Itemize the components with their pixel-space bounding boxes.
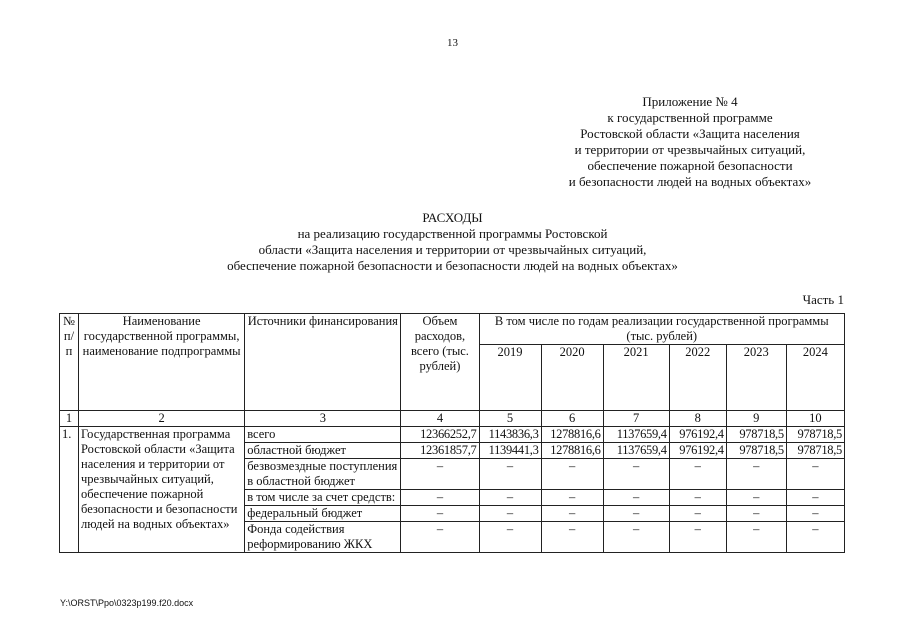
header-total: Объем расходов, всего (тыс. рублей) [401,314,479,411]
appendix-line: Приложение № 4 [642,94,738,109]
expenses-table [59,313,845,553]
title-line: области «Защита населения и территории от чрезвычайных ситуаций, [258,242,647,257]
appendix-block [520,94,860,190]
title-line: обеспечение пожарной безопасности и безопасности людей на водных объектах» [227,258,678,273]
col-number: 10 [786,411,844,427]
header-name: Наименование государственной программы, наименование подпрограммы [79,314,245,411]
value-cell: – [541,522,603,553]
value-cell: – [786,522,844,553]
header-source: Источники финансирования [245,314,401,411]
value-cell: – [726,506,786,522]
col-number: 9 [726,411,786,427]
col-number: 4 [401,411,479,427]
document-title [0,210,905,274]
value-cell: – [669,522,726,553]
source-cell: в том числе за счет средств: [245,490,401,506]
value-cell: – [541,459,603,490]
value-cell: – [479,506,541,522]
value-cell: – [669,459,726,490]
col-number: 6 [541,411,603,427]
value-cell: – [786,490,844,506]
header-year: 2023 [726,345,786,411]
appendix-line: к государственной программе [607,110,773,125]
appendix-line: и безопасности людей на водных объектах» [568,174,812,189]
col-number: 7 [603,411,669,427]
value-cell: – [726,459,786,490]
value-cell: 1143836,3 [479,427,541,443]
header-year: 2022 [669,345,726,411]
title-heading: РАСХОДЫ [422,210,483,225]
value-cell: – [479,459,541,490]
col-number: 1 [60,411,79,427]
table-row [60,427,845,443]
value-cell: – [786,506,844,522]
value-cell: – [479,522,541,553]
appendix-line: обеспечение пожарной безопасности [587,158,793,173]
value-cell: 1137659,4 [603,427,669,443]
page-number: 13 [447,37,458,49]
value-cell: 1278816,6 [541,443,603,459]
title-line: на реализацию государственной программы Ростовской [297,226,608,241]
value-cell: – [479,490,541,506]
source-cell: всего [245,427,401,443]
value-cell: – [726,522,786,553]
col-number: 5 [479,411,541,427]
header-years-group: В том числе по годам реализации государственной программы (тыс. рублей) [479,314,845,345]
program-number: 1. [60,427,79,553]
value-cell: 1137659,4 [603,443,669,459]
header-year: 2021 [603,345,669,411]
value-cell: – [726,490,786,506]
appendix-line: Ростовской области «Защита населения [580,126,800,141]
column-number-row [60,411,845,427]
header-row [60,314,845,345]
header-no: № п/п [60,314,79,411]
value-cell: 12361857,7 [401,443,479,459]
header-year: 2020 [541,345,603,411]
col-number: 8 [669,411,726,427]
value-cell: – [401,506,479,522]
source-cell: федеральный бюджет [245,506,401,522]
value-cell: – [541,506,603,522]
value-cell: 976192,4 [669,427,726,443]
value-cell: 978718,5 [726,427,786,443]
value-cell: – [669,490,726,506]
value-cell: – [603,490,669,506]
source-cell: безвозмездные поступления в областной бюджет [245,459,401,490]
value-cell: – [603,522,669,553]
source-cell: областной бюджет [245,443,401,459]
header-year: 2019 [479,345,541,411]
col-number: 2 [79,411,245,427]
value-cell: – [786,459,844,490]
program-name: Государственная программа Ростовской области «Защита населения и территории от чрезвычайных ситуаций, обеспечение пожарной безопасности и безопасности людей на водных объектах» [79,427,245,553]
value-cell: 1278816,6 [541,427,603,443]
value-cell: 978718,5 [726,443,786,459]
value-cell: – [603,506,669,522]
value-cell: – [603,459,669,490]
part-label: Часть 1 [802,292,844,307]
value-cell: 1139441,3 [479,443,541,459]
value-cell: 976192,4 [669,443,726,459]
source-cell: Фонда содействия реформированию ЖКХ [245,522,401,553]
col-number: 3 [245,411,401,427]
appendix-line: и территории от чрезвычайных ситуаций, [574,142,806,157]
value-cell: – [541,490,603,506]
value-cell: 12366252,7 [401,427,479,443]
file-path-footer: Y:\ORST\Ppo\0323p199.f20.docx [60,598,194,608]
value-cell: – [401,490,479,506]
header-year: 2024 [786,345,844,411]
value-cell: 978718,5 [786,443,844,459]
value-cell: – [401,522,479,553]
value-cell: – [401,459,479,490]
value-cell: – [669,506,726,522]
value-cell: 978718,5 [786,427,844,443]
